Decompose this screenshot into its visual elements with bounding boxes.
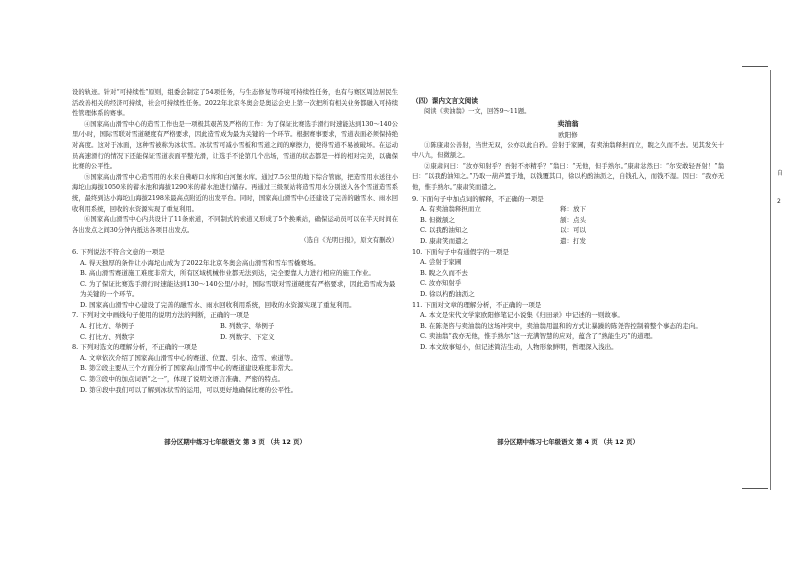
q9-option-a: A. 有卖油翁释担而立 <box>420 205 481 214</box>
question-6: 6. 下列说法不符合文意的一项是 <box>72 247 165 256</box>
binding-mark-bottom <box>742 488 768 489</box>
q11-option-c: C. 卖油翁“我亦无他，惟手熟尔”这一充满智慧的应对，蕴含了“熟能生巧”的道理。 <box>420 332 657 341</box>
left-para-6: ⑥国家高山滑雪中心内共设计了11条索道，不同制式的索道又形成了5个换乘站，确保运动员可以在半天时间在各出发点之间30分钟内抵达各项目出发点。 <box>72 216 398 234</box>
question-10: 10. 下面句子中有通假字的一项是 <box>412 247 509 256</box>
left-page <box>72 88 398 562</box>
q6-option-b: B. 高山滑雪赛道施工难度非常大，所有区域机械作业都无法到达，完全要靠人力进行相应的施工作业。 <box>80 269 375 278</box>
q6-option-d: D. 国家高山滑雪中心建设了完善的融雪水、雨水回收利用系统，回收的水资源实现了重复利用。 <box>80 300 356 309</box>
q10-option-b: B. 睨之久而不去 <box>420 268 468 277</box>
q8-option-d: D. 第④段中我们可以了解到冰状雪的运用，可以更好地确保比赛的公平性。 <box>80 385 298 394</box>
question-11: 11. 下面对文章的理解分析，不正确的一项是 <box>412 300 542 309</box>
q9-option-d: D. 康肃笑而遣之 <box>420 236 469 245</box>
right-page-footer: 部分区期中练习七年级语文 第 4 页 （共 12 页） <box>497 438 639 446</box>
q8-option-b: B. 第②段主要从三个方面分析了国家高山滑雪中心的赛道建设难度非常大。 <box>80 364 297 373</box>
q11-option-a: A. 本文是宋代文学家欧阳修笔记小说集《归田录》中记述的一则故事。 <box>420 311 624 320</box>
binding-mark-top <box>742 66 768 67</box>
q7-option-d: D. 列数字、下定义 <box>220 332 275 341</box>
q8-option-a: A. 文章依次介绍了国家高山滑雪中心的赛道、位置、引水、造雪、索道等。 <box>80 353 297 362</box>
q9-gloss-a: 释：放下 <box>560 205 586 214</box>
q11-option-b: B. 在陈尧咨与卖油翁的这场冲突中，卖油翁用温和的方式让暴躁的陈尧咨控制着整个事态的走向。 <box>420 321 702 330</box>
q9-gloss-d: 遣：打发 <box>560 236 586 245</box>
passage-author: 欧阳修 <box>558 130 578 139</box>
section-heading: （四）课内文言文阅读 <box>412 97 478 105</box>
gutter-mark-2: 2 <box>777 198 781 205</box>
left-para-4: ④国家高山滑雪中心的造雪工作也是一项极其艰苦及严格的工作：为了保证比赛选手滑行时速能达到130～140公里/小时，国际雪联对雪道硬度有严格要求，因此造雪成为最为关键的一个环节。根据赛事要求，雪道表面必须保持绝对高度。这对于冰面，这种雪被称为冰状雪。冰状雪可减小雪板和雪道之间的摩擦力，使得雪道不易被破坏。在运动员高速滑行的情况下还能保证雪道表面平整光滑，让选手不论第几个出场，雪道的状态都是一样的相对完美，以确保比赛的公平性。 <box>72 120 398 171</box>
source-note: （选自《光明日报》，原文有删改） <box>300 237 398 245</box>
q9-gloss-b: 颔：点头 <box>560 215 586 224</box>
left-page-footer: 部分区期中练习七年级语文 第 3 页 （共 12 页） <box>164 438 306 446</box>
passage-title: 卖油翁 <box>557 118 579 128</box>
q8-option-c: C. 第③段中的加点词语“之一”，体现了说明文语言准确、严密的特点。 <box>80 375 285 384</box>
q7-option-b: B. 列数字、举例子 <box>220 322 275 331</box>
q6-option-c: C. 为了保证比赛选手滑行时速能达到130～140公里/小时，国际雪联对雪道硬度有严格要求，因此造雪成为最为关键的一个环节。 <box>80 279 396 299</box>
question-8: 8. 下列对选文的理解分析，不正确的一项是 <box>72 343 198 352</box>
q9-gloss-c: 以：可以 <box>560 226 586 235</box>
q9-row-c <box>420 225 724 236</box>
q11-option-d: D. 本文故事短小，但记述简洁生动，人物形象鲜明，哲理深入浅出。 <box>420 342 618 351</box>
left-para-continued: 设的轨迹。针对“可持续性”原则，组委会制定了54项任务，与生态修复等环境可持续性任务，也有与赛区周边居民生活改善相关的经济可持续，社会可持续性任务。2022年北京冬奥会是奥运会史上第一次把所有相关业务都融入可持续性管理体系的赛事。 <box>72 89 398 118</box>
q7-option-a: A. 打比方、举例子 <box>80 322 135 331</box>
gutter-mark-1: 自 <box>777 170 784 177</box>
q10-option-a: A. 尝射于家圃 <box>420 258 462 267</box>
left-para-5: ⑤国家高山滑雪中心造雪用的水来自佛峪口水库和白河堡水库。通过7.5公里的地下综合管廊，把造雪用水送往小海坨山海拔1050米的蓄水池和海拔1290米的蓄水池进行储存。再通过三级泵站将造雪用水分别送入各个雪道造雪系统，最终到达小海坨山海拔2198米最高点附近的出发平台。同时，国家高山滑雪中心还建设了完善的融雪水、雨水回收利用系统，回收的水资源实现了重复利用。 <box>72 173 398 213</box>
q10-option-c: C. 汝亦知射乎 <box>420 279 462 288</box>
question-9: 9. 下面句子中加点词的解释，不正确的一项是 <box>412 194 544 203</box>
q7-option-c: C. 打比方、列数字 <box>80 332 135 341</box>
binding-gutter-line <box>770 70 771 490</box>
right-page <box>412 96 724 562</box>
q9-row-d <box>420 236 724 247</box>
passage-para-1: ①陈康肃公善射，当世无双，公亦以此自矜。尝射于家圃，有卖油翁释担而立，睨之久而不去。见其发矢十中八九，但微颔之。 <box>412 141 724 160</box>
question-7: 7. 下列对文中画线句子使用的说明方法的判断，正确的一项是 <box>72 311 250 320</box>
q7-options-row-1 <box>80 321 398 332</box>
q6-option-a: A. 得天独厚的条件让小海坨山成为了2022年北京冬奥会高山滑雪和雪车雪橇赛场。 <box>80 258 320 267</box>
q9-option-b: B. 但微颔之 <box>420 215 455 224</box>
q9-row-a <box>420 204 724 215</box>
q7-options-row-2 <box>80 332 398 343</box>
passage-para-2: ②康肃问曰：“汝亦知射乎？吾射不亦精乎？”翁曰：“无他，但手熟尔。”康肃忿然曰：“尔安敢轻吾射！”翁曰：“以我酌油知之。”乃取一葫芦置于地，以钱覆其口，徐以杓酌油沥之，自钱孔入，而钱不湿。因曰：“我亦无他，惟手熟尔。”康肃笑而遣之。 <box>412 162 724 191</box>
q10-option-d: D. 徐以杓酌油沥之 <box>420 289 475 298</box>
reading-intro: 阅读《卖油翁》一文，回答9～11题。 <box>424 108 531 115</box>
q9-row-b <box>420 215 724 226</box>
q9-option-c: C. 以我酌油知之 <box>420 226 468 235</box>
